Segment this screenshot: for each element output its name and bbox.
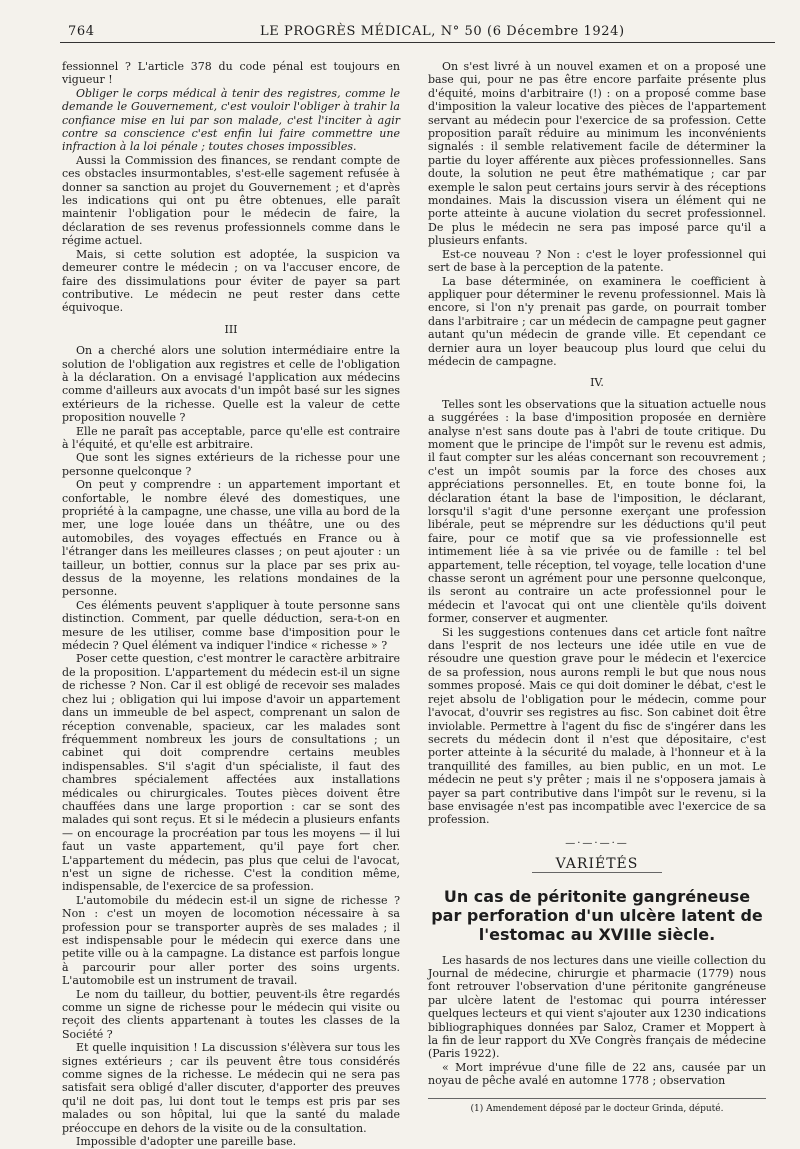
paragraph: Telles sont les observations que la situation actuelle nous a suggérées : la base d'imposition proposée en dernière analyse n'est sans doute pas à l'abri de toute critique. Du moment que le principe de l'impôt sur le revenu est admis, il faut compter sur les aléas concernant son recouvrement ; c'est un impôt soumis par la force des choses aux appréciations personnelles. Et, en toute bonne foi, la déclaration étant la base de l'imposition, le déclarant, lorsqu'il s'agit d'une personne exerçant une profession libérale, peut se méprendre sur les déductions qu'il peut faire, pour ce motif que sa vie professionnelle est intimement liée à sa vie privée ou de famille : tel bel appartement, telle réception, tel voyage, telle location d'une chasse seront un agrément pour une personne quelconque, ils seront au contraire un acte professionnel pour le médecin et l'avocat qui ont une clientèle qu'ils doivent former, conserver et augmenter.: [428, 397, 766, 626]
paragraph: On peut y comprendre : un appartement important et confortable, le nombre élevé des domestiques, une propriété à la campagne, une chasse, une villa au bord de la mer, une loge louée dans un théâtre, une ou des automobiles, des voyages effectués en France ou à l'étranger dans les meilleures classes ; on peut ajouter : un tailleur, un bottier, connus sur la place par ses prix au-dessus de la moyenne, les relations mondaines de la personne.: [62, 478, 400, 599]
article-title: Un cas de péritonite gangréneuse par perforation d'un ulcère latent de l'estomac au XVIIIe siècle.: [431, 886, 763, 944]
paragraph: On a cherché alors une solution intermédiaire entre la solution de l'obligation aux registres et celle de l'obligation à la déclaration. On a envisagé l'application aux médecins comme d'ailleurs aux avocats d'un impôt basé sur les signes extérieurs de la richesse. Quelle est la valeur de cette proposition nouvelle ?: [62, 344, 400, 425]
footnote: (1) Amendement déposé par le docteur Grinda, député.: [428, 1098, 766, 1116]
paragraph: Le nom du tailleur, du bottier, peuvent-ils être regardés comme un signe de richesse pour le médecin qui visite ou reçoit des clients appartenant à toutes les classes de la Société ?: [62, 987, 400, 1041]
paragraph: Les hasards de nos lectures dans une vieille collection du Journal de médecine, chirurgie et pharmacie (1779) nous font retrouver l'observation d'une péritonite gangréneuse par ulcère latent de l'estomac qui pourra intéresser quelques lecteurs et qui vient s'ajouter aux 1230 indications bibliographiques données par Saloz, Cramer et Moppert à la fin de leur rapport du XVe Congrès français de médecine (Paris 1922).: [428, 953, 766, 1061]
page-header: [60, 20, 775, 43]
paragraph-italic: Obliger le corps médical à tenir des registres, comme le demande le Gouvernement, c'est vouloir l'obliger à trahir la confiance mise en lui par son malade, c'est l'inciter à agir contre sa conscience c'est enfin lui faire commettre une infraction à la loi pénale ; toutes choses impossibles.: [62, 86, 400, 154]
paragraph: Aussi la Commission des finances, se rendant compte de ces obstacles insurmontables, s'est-elle sagement refusée à donner sa sanction au projet du Gouvernement ; et d'après les indications qui ont pu être obtenues, elle paraît maintenir l'obligation pour le médecin de faire, la déclaration de ses revenus professionnels comme dans le régime actuel.: [62, 153, 400, 248]
journal-page: [60, 20, 775, 1149]
paragraph: Et quelle inquisition ! La discussion s'élèvera sur tous les signes extérieurs ; car ils peuvent être tous considérés comme signes de la richesse. Le médecin qui ne sera pas satisfait sera obligé d'aller discuter, d'apporter des preuves qu'il ne doit pas, lui dont tout le temps est pris par ses malades ou son hôpital, lui que la santé du malade préoccupe en dehors de la visite ou de la consultation.: [62, 1041, 400, 1135]
running-title: LE PROGRÈS MÉDICAL, N° 50 (6 Décembre 1924): [260, 24, 625, 39]
paragraph: On s'est livré à un nouvel examen et on a proposé une base qui, pour ne pas être encore parfaite présente plus d'équité, moins d'arbitraire (!) : on a proposé comme base d'imposition la valeur locative des pièces de l'appartement servant au médecin pour l'exercice de sa profession. Cette proposition paraît réduire au minimum les inconvénients signalés : il semble relativement facile de déterminer la partie du loyer afférente aux pièces professionnelles. Sans doute, la solution ne peut être mathématique ; car par exemple le salon peut certains jours servir à des réceptions mondaines. Mais la discussion visera un élément qui ne porte atteinte à aucune violation du secret professionnel. De plus le médecin ne sera pas imposé parce qu'il a plusieurs enfants.: [428, 60, 766, 248]
paragraph: Impossible d'adopter une pareille base.: [76, 1135, 297, 1149]
left-column: [62, 60, 400, 1149]
paragraph: Elle ne paraît pas acceptable, parce qu'elle est contraire à l'équité, et qu'elle est arbitraire.: [62, 424, 400, 451]
paragraph: fessionnel ? L'article 378 du code pénal est toujours en vigueur !: [62, 60, 400, 87]
section-heading: III: [224, 322, 238, 336]
section-heading: IV.: [590, 376, 604, 390]
paragraph: Est-ce nouveau ? Non : c'est le loyer professionnel qui sert de base à la perception de la patente.: [428, 247, 766, 275]
paragraph: Que sont les signes extérieurs de la richesse pour une personne quelconque ?: [62, 451, 400, 478]
paragraph: Mais, si cette solution est adoptée, la suspicion va demeurer contre le médecin ; on va l'accuser encore, de faire des dissimulations pour éviter de payer sa part contributive. Le médecin ne peut rester dans cette équivoque.: [62, 247, 400, 315]
paragraph: L'automobile du médecin est-il un signe de richesse ? Non : c'est un moyen de locomotion nécessaire à sa profession pour se transporter auprès de ses malades ; il est indispensable pour le médecin qui exerce dans une petite ville ou à la campagne. La distance est parfois longue à parcourir pour aller porter des soins urgents. L'automobile est un instrument de travail.: [62, 893, 400, 988]
section-varietes: VARIÉTÉS: [532, 858, 662, 872]
paragraph: « Mort imprévue d'une fille de 22 ans, causée par un noyau de pêche avalé en automne 1778 ; observation: [428, 1060, 766, 1088]
paragraph: Si les suggestions contenues dans cet article font naître dans l'esprit de nos lecteurs une idée utile en vue de résoudre une question grave pour le médecin et l'exercice de sa profession, nous aurons rempli le but que nous nous sommes proposé. Mais ce qui doit dominer le débat, c'est le rejet absolu de l'obligation pour le médecin, comme pour l'avocat, d'ouvrir ses registres au fisc. Son cabinet doit être inviolable. Permettre à l'agent du fisc de s'ingérer dans les secrets du médecin dont il n'est que dépositaire, c'est porter atteinte à la sécurité du malade, à l'honneur et à la tranquillité des familles, au bien public, en un mot. Le médecin ne peut s'y prêter ; mais il ne s'opposera jamais à payer sa part contributive dans l'impôt sur le revenu, si la base envisagée n'est pas incompatible avec l'exercice de sa profession.: [428, 625, 766, 827]
page-number: 764: [68, 24, 95, 39]
paragraph: Poser cette question, c'est montrer le caractère arbitraire de la proposition. L'appartement du médecin est-il un signe de richesse ? Non. Car il est obligé de recevoir ses malades chez lui ; obligation qui lui impose d'avoir un appartement dans un immeuble de bel aspect, comprenant un salon de réception convenable, spacieux, car les malades sont fréquemment nombreux les jours de consultations ; un cabinet qui doit comprendre certains meubles indispensables. S'il s'agit d'un spécialiste, il faut des chambres spécialement affectées aux installations médicales ou chirurgicales. Toutes pièces doivent être chauffées dans une large proportion : car se sont des malades qui sont reçus. Et si le médecin a plusieurs enfants — on encourage la procréation par tous les moyens — il lui faut un vaste appartement, qu'il paye fort cher. L'appartement du médecin, pas plus que celui de l'avocat, n'est un signe de richesse. C'est la condition même, indispensable, de l'exercice de sa profession.: [62, 652, 400, 894]
paragraph: La base déterminée, on examinera le coefficient à appliquer pour déterminer le revenu professionnel. Mais là encore, si l'on n'y prenait pas garde, on pourrait tomber dans l'arbitraire ; car un médecin de campagne peut gagner autant qu'un médecin de grande ville. Et cependant ce dernier aura un loyer beaucoup plus lourd que celui du médecin de campagne.: [428, 274, 766, 368]
ornament-separator: —·—·—·—: [565, 837, 629, 849]
right-column: [428, 60, 766, 1116]
paragraph: Ces éléments peuvent s'appliquer à toute personne sans distinction. Comment, par quelle déduction, sera-t-on en mesure de les utiliser, comme base d'imposition pour le médecin ? Quel élément va indiquer l'indice « richesse » ?: [62, 598, 400, 653]
